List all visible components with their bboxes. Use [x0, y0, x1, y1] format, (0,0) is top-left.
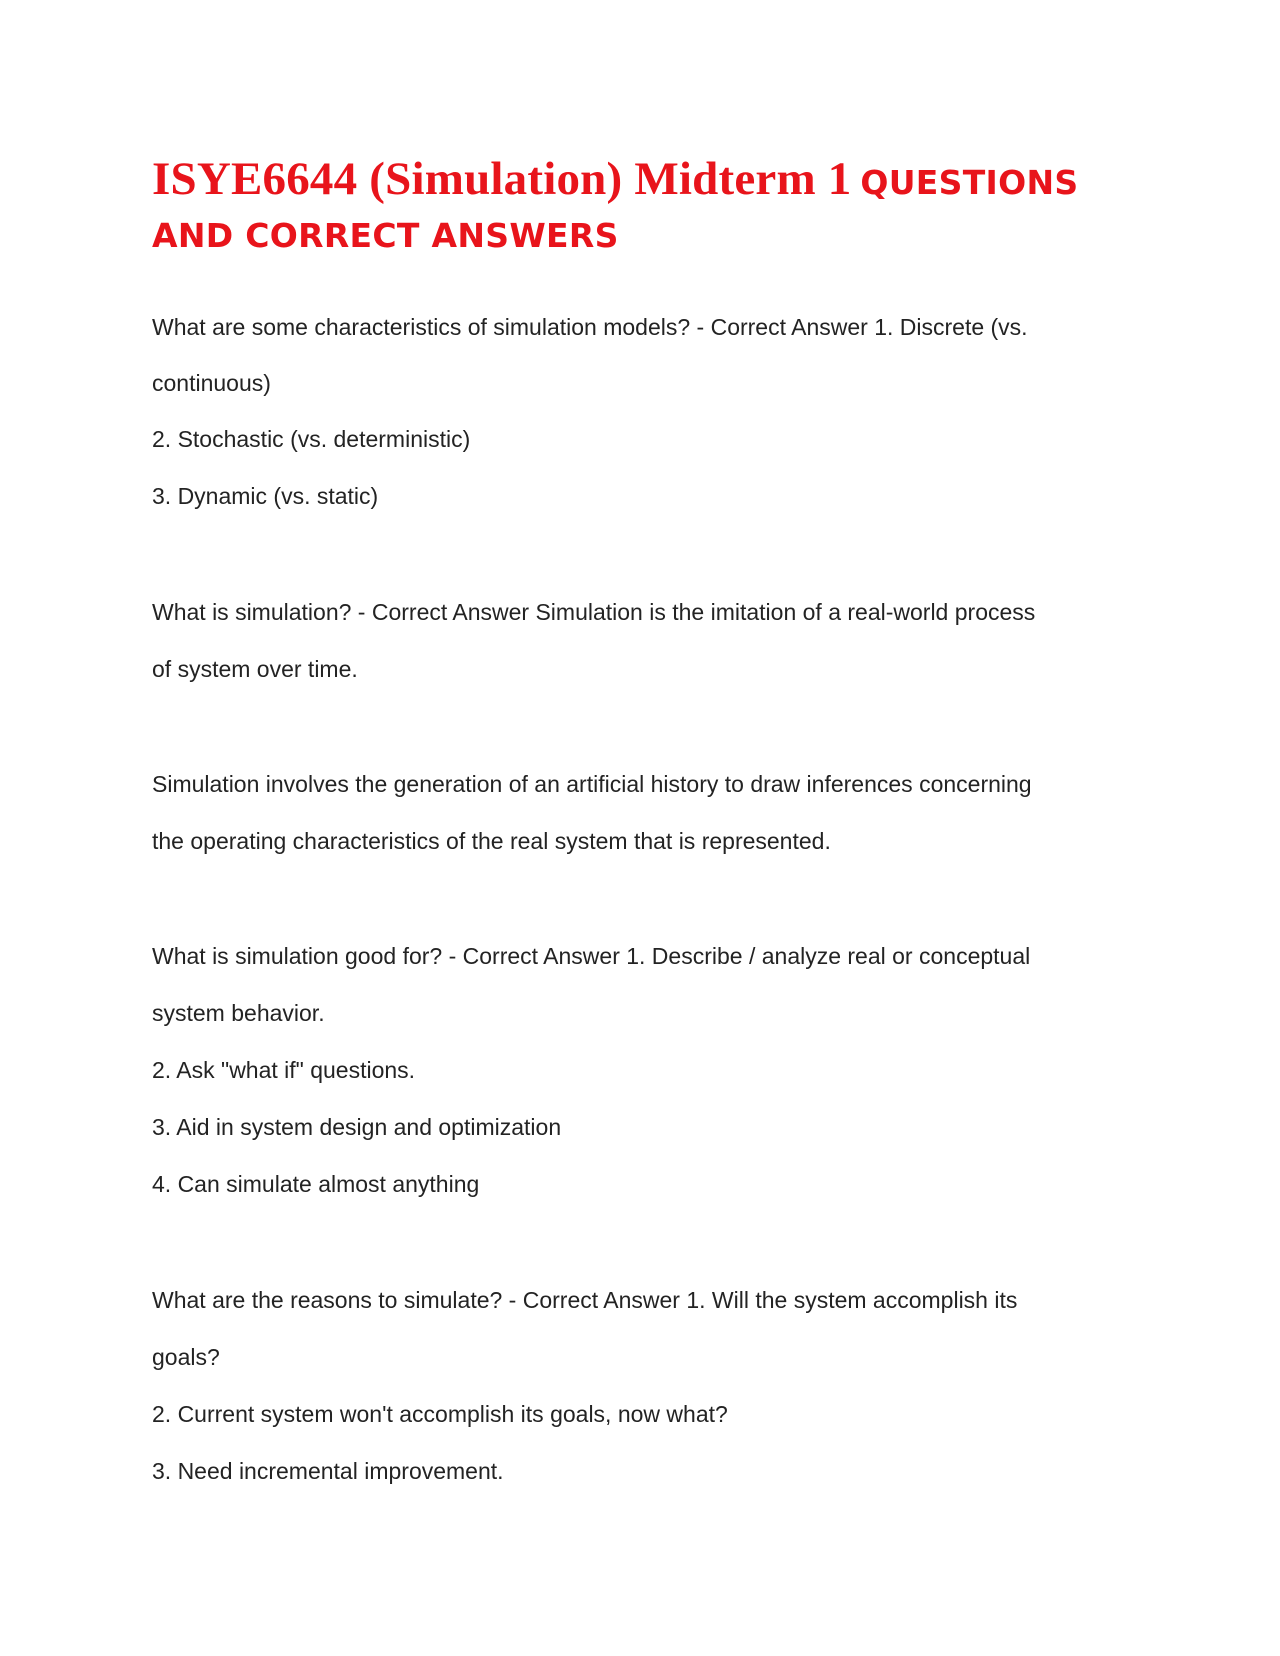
q2-answer-line: of system over time. — [152, 656, 358, 682]
title-questions: QUESTIONS — [860, 163, 1079, 202]
q4-answer-line: goals? — [152, 1344, 220, 1370]
q1-question-line: What are some characteristics of simulation models? - Correct Answer 1. Discrete (vs. — [152, 314, 1028, 340]
title-line-2: AND CORRECT ANSWERS — [152, 216, 619, 255]
document-title — [152, 152, 1152, 255]
q1-answer-line: continuous) — [152, 370, 271, 396]
q4-question-line: What are the reasons to simulate? - Correct Answer 1. Will the system accomplish its — [152, 1287, 1018, 1313]
q2-question-line: What is simulation? - Correct Answer Simulation is the imitation of a real-world process — [152, 599, 1036, 625]
title-course: ISYE6644 (Simulation) Midterm 1 — [152, 153, 852, 205]
q1-answer-item: 3. Dynamic (vs. static) — [152, 483, 379, 509]
q4-answer-item: 2. Current system won't accomplish its goals, now what? — [152, 1401, 728, 1427]
q3-answer-item: 3. Aid in system design and optimization — [152, 1114, 562, 1140]
paragraph-line: the operating characteristics of the real system that is represented. — [152, 828, 831, 854]
q3-question-line: What is simulation good for? - Correct Answer 1. Describe / analyze real or conceptual — [152, 943, 1031, 969]
q4-answer-item: 3. Need incremental improvement. — [152, 1458, 504, 1484]
title-line-1 — [152, 152, 1152, 214]
q1-answer-item: 2. Stochastic (vs. deterministic) — [152, 426, 471, 452]
q3-answer-line: system behavior. — [152, 1000, 325, 1026]
q3-answer-item: 4. Can simulate almost anything — [152, 1171, 480, 1197]
q3-answer-item: 2. Ask "what if" questions. — [152, 1057, 416, 1083]
paragraph-line: Simulation involves the generation of an artificial history to draw inferences concerning — [152, 771, 1032, 797]
